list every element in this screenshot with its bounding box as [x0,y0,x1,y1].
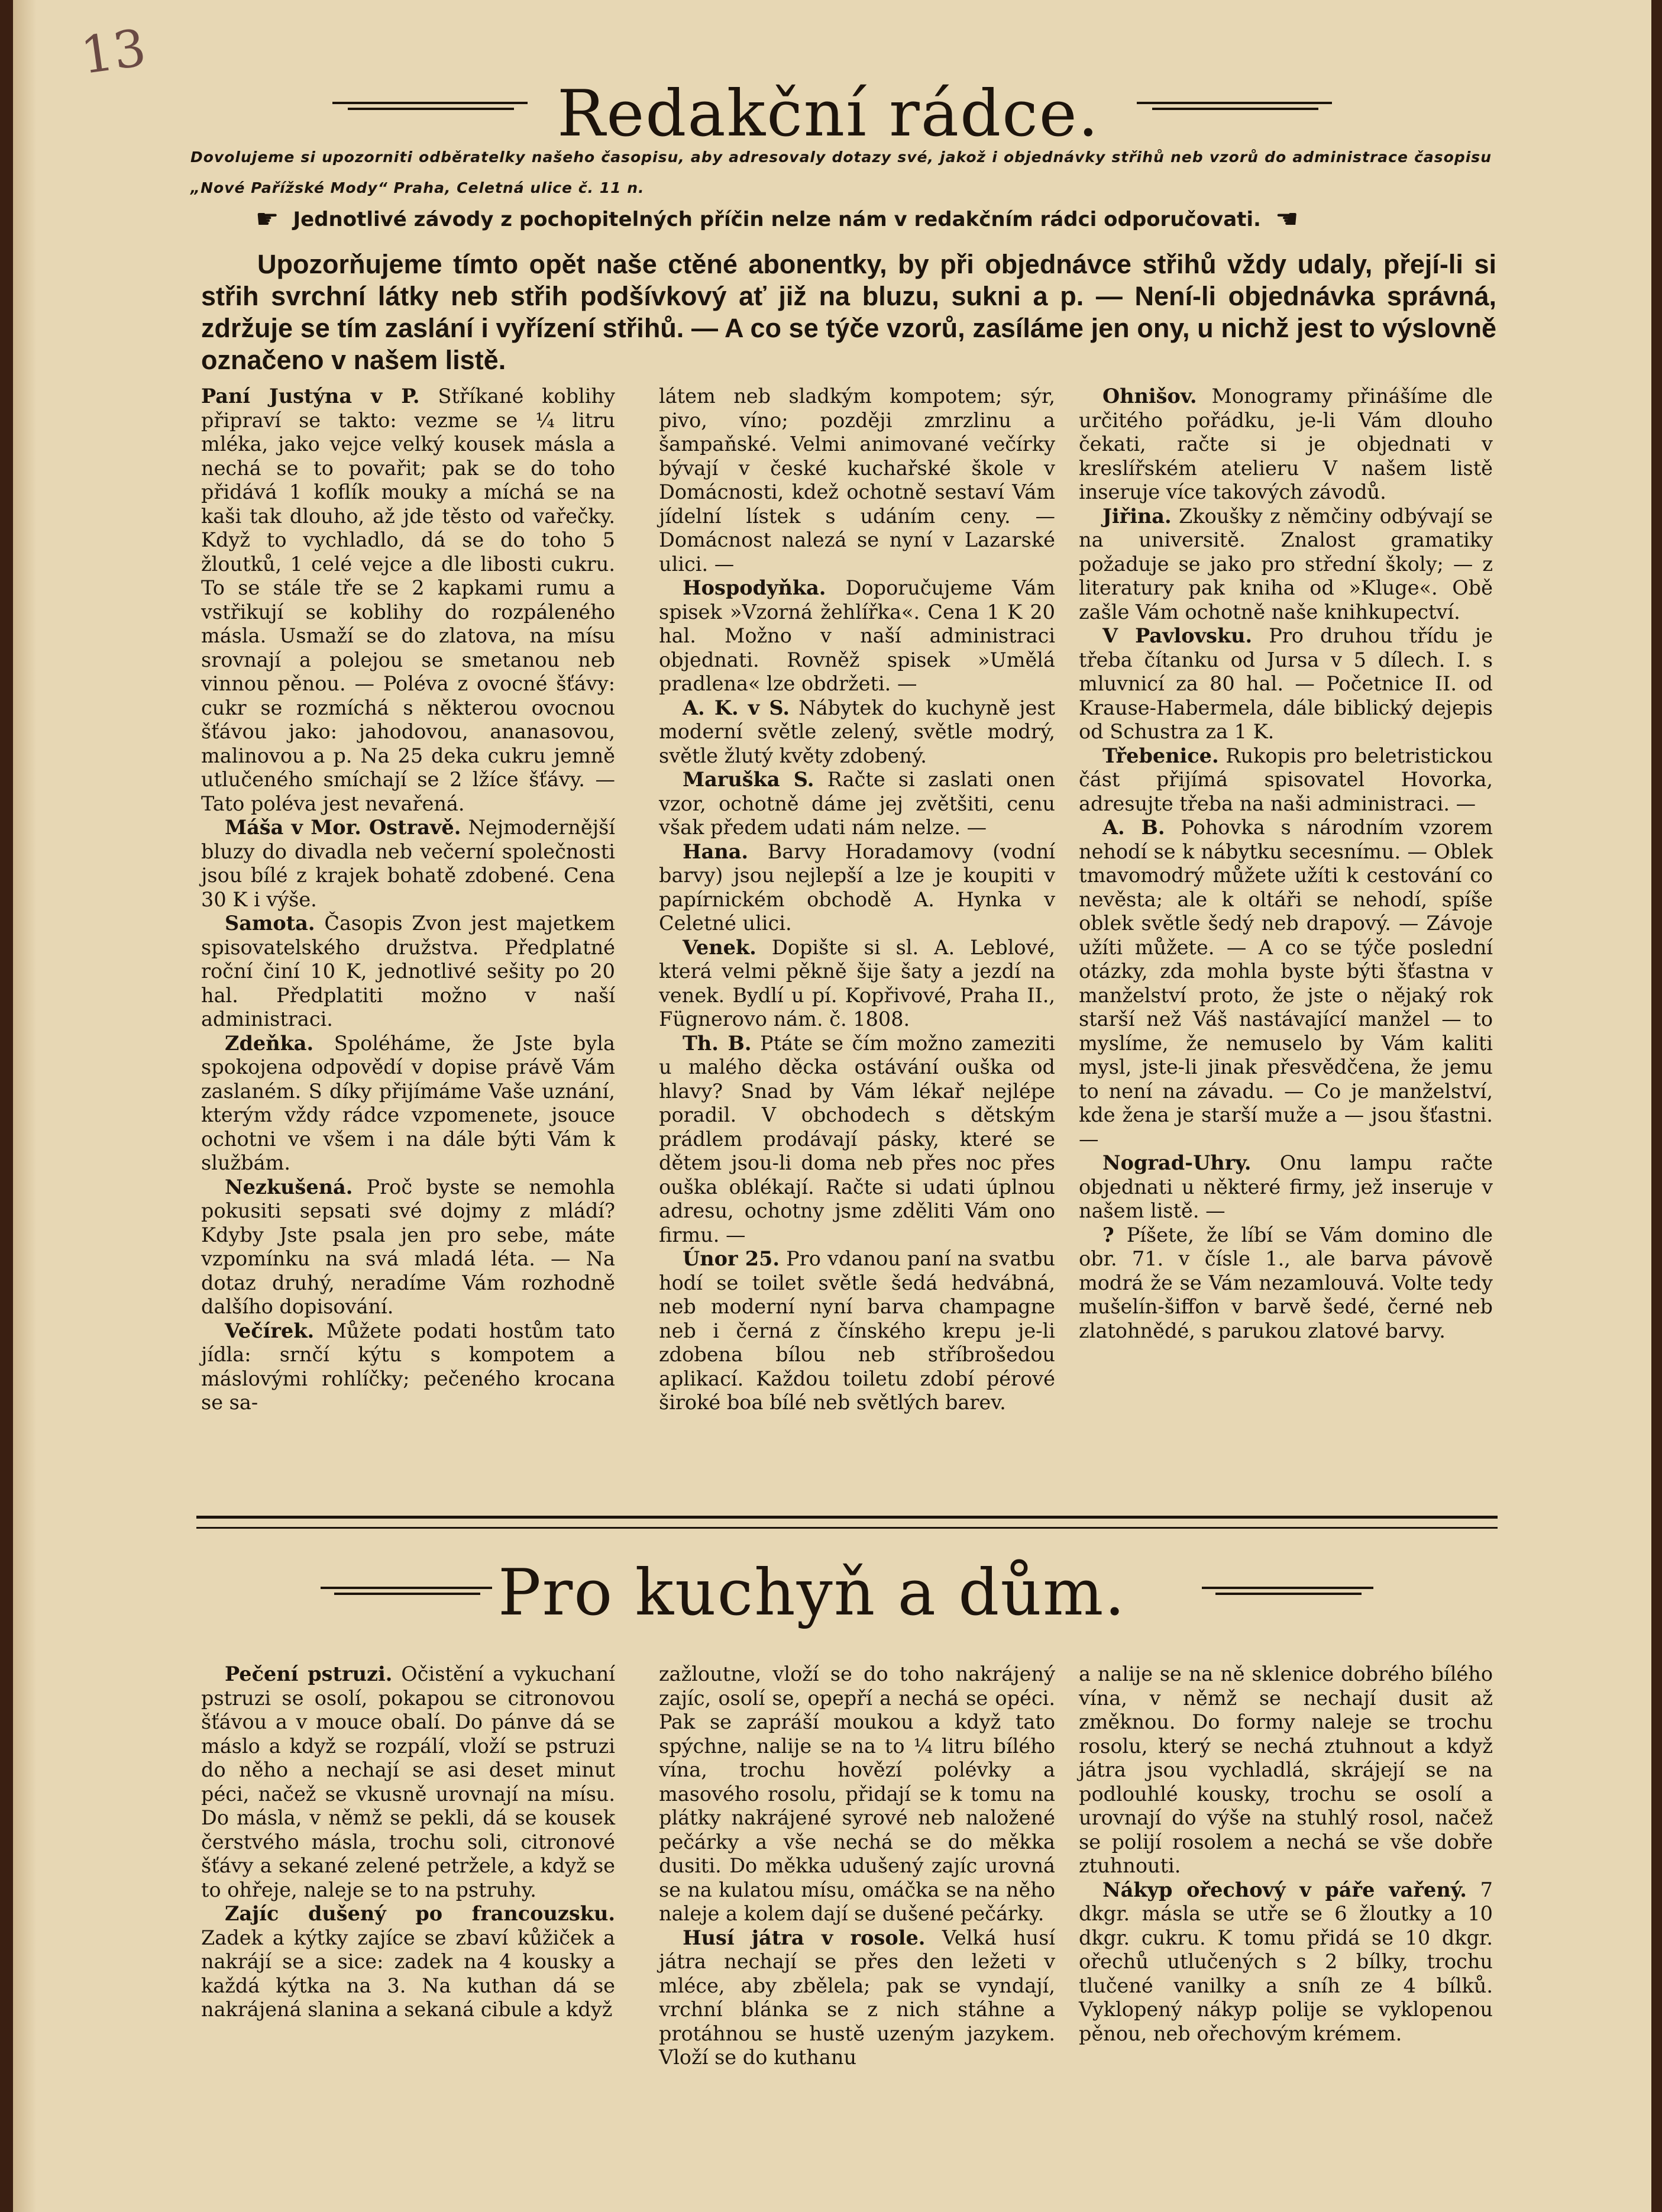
advice-text: Stříkané koblihy připraví se takto: vezme se ¼ litru mléka, jako vejce velký kousek másla a nechá se to povařit; pak se do toho přidává 1 koflík mouky a míchá se na kaši tak dlouho, až jde těsto od vařečky. Když to vychladlo, dá se do toho 5 žloutků, 1 celé vejce a dle libosti cukru. To se stále tře se 2 kapkami rumu a vstřikují se koblihy do rozpáleného másla. Usmaží se do zlatova, na mísu srovnají a polejou se smetanou neb vinnou pěnou. — Poléva z ovocné šťávy: cukr se rozmíchá s některou ovocnou šťávou jako: jahodovou, ananasovou, malinovou a p. Na 25 deka cukru jemně utlučeného smíchají se 2 lžíce šťávy. — Tato poléva jest nevařená. [201,385,615,815]
advice-text: Monogramy přinášíme dle určitého pořádku, je-li Vám dlouho čekati, račte si je objednati v kreslířském atelieru V našem listě inseruje více takových závodů. [1079,385,1493,503]
advice-heading: Hana. [683,839,749,863]
advice-entry [201,912,615,1032]
advice-text: Rukopis pro beletristickou část přijímá spisovatel Hovorka, adresujte třeba na naši administraci. — [1079,744,1493,815]
advice-heading: ? [1102,1223,1114,1247]
recipe-column-2 [659,1662,1055,2070]
advice-text: Račte si zaslati onen vzor, ochotně dáme jej zvětšiti, cenu však předem udati nám nelze. — [659,768,1055,839]
advice-heading: V Pavlovsku. [1102,624,1253,647]
advice-column-1 [201,385,615,1415]
advice-column-3 [1079,385,1493,1343]
recipe-text: Zadek a kýtky zajíce se zbaví kůžiček a nakrájí se a sice: zadek na 4 kousky a každá kýtka na 3. Na kuthan dá se nakrájená slanina a sekaná cibule a když [201,1926,615,2021]
advice-heading: Th. B. [683,1031,752,1055]
advice-heading: Třebenice. [1102,744,1219,767]
advice-entry [1079,385,1493,505]
advice-entry [1079,1223,1493,1344]
recipe-heading: Zajíc dušený po francouzsku. [225,1902,615,1925]
page-binding-edge [13,0,37,2212]
recipe-entry [659,1662,1055,1926]
title-ornament-right [1137,102,1332,114]
advice-text: Onu lampu račte objednati u některé firmy, jež inseruje v našem listě. — [1079,1151,1493,1222]
advice-heading: Hospodyňka. [683,576,826,599]
advice-column-2 [659,385,1055,1415]
advice-heading: Maruška S. [683,768,814,791]
advice-heading: Samota. [225,912,315,935]
advice-entry [201,816,615,912]
recipe-text: a nalije se na ně sklenice dobrého bílého vína, v němž se nechají dusit až změknou. Do formy naleje se trochu rosolu, který se nechá ztuhnout a když játra jsou vychladlá, skrájejí se na podlouhlé kousky, trochu se osolí a urovnají do výše na stuhlý rosol, načež se polijí rosolem a nechá se vše dobře ztuhnouti. [1079,1662,1493,1877]
advice-entry [201,1032,615,1176]
advice-text: Píšete, že líbí se Vám domino dle obr. 71. v čísle 1., ale barva pávově modrá že se Vám nezamlouvá. Volte tedy mušelín-šiffon v barvě šedé, černé neb zlatohnědé, s parukou zlatové barvy. [1079,1223,1493,1342]
recipe-entry [1079,1878,1493,2046]
section-title-redakcni-radce: Redakční rádce. [557,77,1100,151]
recipe-entry [659,1926,1055,2070]
advice-heading: Máša v Mor. Ostravě. [225,816,461,839]
title-ornament-right [1202,1587,1373,1599]
advice-text: Pohovka s národním vzorem nehodí se k nábytku secesnímu. — Oblek tmavomodrý můžete užíti k cestování co nevěsta; ale k oltáři se nehodí, spíše oblek světle šedý neb drapový. — Závoje užíti můžete. — A co se týče poslední otázky, zda mohla byste býti šťastna v manželství proto, že jste o nějaký rok starší než Váš nastávající manžel — to myslíme, že nemuselo by Vám kaliti mysl, jste-li jinak přesvědčena, že jemu to není na závadu. — Co je manželství, kde žena je starší muže a — jsou šťastni. — [1079,816,1493,1151]
advice-entry [659,576,1055,696]
advice-entry [1079,505,1493,625]
advice-heading: A. K. v S. [683,696,790,719]
shops-notice-text: Jednotlivé závody z pochopitelných příčin nelze nám v redakčním rádci odporučovati. [293,207,1261,231]
advice-heading: Večírek. [225,1319,315,1342]
recipe-heading: Pečení pstruzi. [225,1662,393,1685]
advice-heading: Zdeňka. [225,1031,314,1055]
advice-text: Barvy Horadamovy (vodní barvy) jsou nejlepší a lze je koupiti v papírnickém obchodě A. Hynka v Celetné ulici. [659,839,1055,935]
advice-text: Dopište si sl. A. Leblové, která velmi pěkně šije šaty a jezdí na venek. Bydlí u pí. Kopřivové, Praha II., Fügnerovo nám. č. 1808. [659,935,1055,1031]
intro-text: Upozorňujeme tímto opět naše ctěné abonentky, by při objednávce střihů vždy udaly, přejí-li si střih svrchní látky neb střih podšívkový ať již na bluzu, sukni a p. — Není-li objednávka správná, zdržuje se tím zaslání i vyřízení střihů. — A co se týče vzorů, zasíláme jen ony, u nichž jest to výslovně označeno v našem listě. [201,249,1496,375]
advice-heading: A. B. [1102,816,1165,839]
advice-entry [1079,816,1493,1151]
advice-text: Pro vdanou paní na svatbu hodí se toilet světle šedá hedvábná, neb moderní nyní barva champagne neb i černá z čínského krepu je-li zdobena bílou neb stříbrošedou aplikací. Každou toiletu zdobí pérové široké boa bílé neb světlých barev. [659,1247,1055,1414]
advice-text: Nejmodernější bluzy do divadla neb večerní společnosti jsou bílé z krajek bohatě zdobené. Cena 30 K i výše. [201,816,615,911]
recipe-text: 7 dkgr. másla se utře se 6 žloutky a 10 dkgr. cukru. K tomu přidá se 10 dkgr. ořechů utlučených s 2 bílky, trochu tlučené vanilky a sníh ze 4 bílků. Vyklopený nákyp polije se vyklopenou pěnou, neb ořechovým krémem. [1079,1878,1493,2045]
advice-entry [659,385,1055,576]
advice-text: Nábytek do kuchyně jest moderní světle zelený, světle modrý, světle žlutý květy zdobený. [659,696,1055,767]
advice-text: Můžete podati hostům tato jídla: srnčí kýtu s kompotem a máslovými rohlíčky; pečeného krocana se sa- [201,1319,615,1414]
advice-text: Ptáte se čím možno zameziti u malého děcka ostávání ouška od hlavy? Snad by Vám lékař nejlépe poradil. V obchodech s dětským prádlem prodávají pásky, které se dětem jsou-li doma neb přes noc přes ouška oblékají. Račte si udati úplnou adresu, ochotny jsme zděliti Vám ono firmu. — [659,1031,1055,1247]
advice-entry [659,1032,1055,1248]
advice-entry [659,696,1055,768]
intro-paragraph [201,248,1496,376]
title-ornament-left [332,102,528,114]
advice-text: Doporučujeme Vám spisek »Vzorná žehlířka«. Cena 1 K 20 hal. Možno v naší administraci objednati. Rovněž spisek »Umělá pradlena« lze obdržeti. — [659,576,1055,695]
advice-entry [201,385,615,816]
pointing-hand-right-icon: ☛ [256,204,279,234]
advice-heading: Ohnišov. [1102,385,1197,408]
handwritten-page-number: 13 [77,18,150,86]
recipe-text: Očistění a vykuchaní pstruzi se osolí, pokapou se citronovou šťávou a v mouce obalí. Do pánve dá se máslo a když se rozpálí, vloží se pstruzi do něho a nechají se asi deset minut péci, načež se vkusně urovnají na mísu. Do másla, v němž se pekli, dá se kousek čerstvého másla, trochu soli, citronové šťávy a sekané zelené petržele, a když se to ohřeje, naleje se to na pstruhy. [201,1662,615,1901]
section-title-pro-kuchyn: Pro kuchyň a dům. [498,1556,1126,1630]
advice-text: látem neb sladkým kompotem; sýr, pivo, víno; později zmrzlinu a šampaňské. Velmi animované večírky bývají v české kuchařské škole v Domácnosti, kdež ochotně sestaví Vám jídelní lístek s udáním ceny. — Domácnost nalezá se nyní v Lazarské ulici. — [659,385,1055,576]
advice-entry [659,1247,1055,1415]
advice-heading: Venek. [683,935,756,959]
recipe-entry [1079,1662,1493,1878]
advice-heading: Nezkušená. [225,1175,353,1199]
advice-entry [1079,744,1493,816]
advice-entry [1079,1151,1493,1223]
advice-text: Časopis Zvon jest majetkem spisovatelského družstva. Předplatné roční činí 10 K, jednotlivé sešity po 20 hal. Předplatiti možno v naší administraci. [201,912,615,1031]
advice-heading: Nograd-Uhry. [1102,1151,1252,1174]
advice-text: Proč byste se nemohla pokusiti sepsati své dojmy z mládí? Kdyby Jste psala jen pro sebe, máte vzpomínku na svá mladá léta. — Na dotaz druhý, neradíme Vám rozhodně dalšího dopisování. [201,1175,615,1318]
recipe-text: Velká husí játra nechají se přes den ležeti v mléce, aby zbělela; pak se vyndají, vrchní blánka se z nich stáhne a protáhnou se hustě uzeným jazykem. Vloží se do kuthanu [659,1926,1056,2069]
advice-text: Spoléháme, že Jste byla spokojena odpovědí v dopise právě Vám zaslaném. S díky přijímáme Vaše uznání, kterým vždy rádce vzpomenete, jsouce ochotni ve všem i na dále býti Vám k službám. [201,1031,615,1174]
magazine-page [13,0,1651,2212]
advice-entry [659,936,1055,1032]
recipe-column-1 [201,1662,615,2022]
recipe-column-3 [1079,1662,1493,2046]
advice-entry [659,840,1055,936]
recipe-heading: Husí játra v rosole. [683,1926,926,1949]
subscriber-notice: Dovolujeme si upozorniti odběratelky našeho časopisu, aby adresovaly dotazy své, jakož i objednávky střihů neb vzorů do administrace časopisu „Nové Pařížské Mody“ Praha, Celetná ulice č. 11 n. [190,148,1492,196]
advice-heading: Únor 25. [683,1247,780,1270]
recipe-text: zažloutne, vloží se do toho nakrájený zajíc, osolí se, opepří a nechá se opéci. Pak se zapráší moukou a když tato spýchne, nalije se na to ¼ litru bílého vína, trochu hovězí polévky a masového rosolu, přidají se k tomu na plátky nakrájené syrové neb naložené pečárky a vše nechá se do měkka dusiti. Do měkka udušený zajíc urovná se na kulatou mísu, omáčka se na něho naleje a kolem dají se dušené pečárky. [659,1662,1055,1925]
advice-entry [659,768,1055,840]
advice-heading: Jiřina. [1102,504,1172,528]
pointing-hand-left-icon: ☚ [1275,204,1299,234]
advice-heading: Paní Justýna v P. [201,385,420,408]
shops-notice [256,204,1438,234]
section-divider [196,1516,1498,1529]
title-ornament-left [321,1587,492,1599]
recipe-entry [201,1662,615,1902]
advice-text: Zkoušky z němčiny odbývají se na universitě. Znalost gramatiky požaduje se jako pro střední školy; — z literatury pak kniha od »Kluge«. Obě zašle Vám ochotně naše knihkupectví. [1079,504,1493,624]
advice-entry [1079,624,1493,744]
recipe-heading: Nákyp ořechový v páře vařený. [1102,1878,1467,1901]
recipe-entry [201,1902,615,2022]
advice-entry [201,1319,615,1415]
advice-entry [201,1176,615,1319]
advice-text: Pro druhou třídu je třeba čítanku od Jursa v 5 dílech. I. s mluvnicí za 80 hal. — Početnice II. od Krause-Habermela, dále biblický dejepis od Schustra za 1 K. [1079,624,1493,743]
